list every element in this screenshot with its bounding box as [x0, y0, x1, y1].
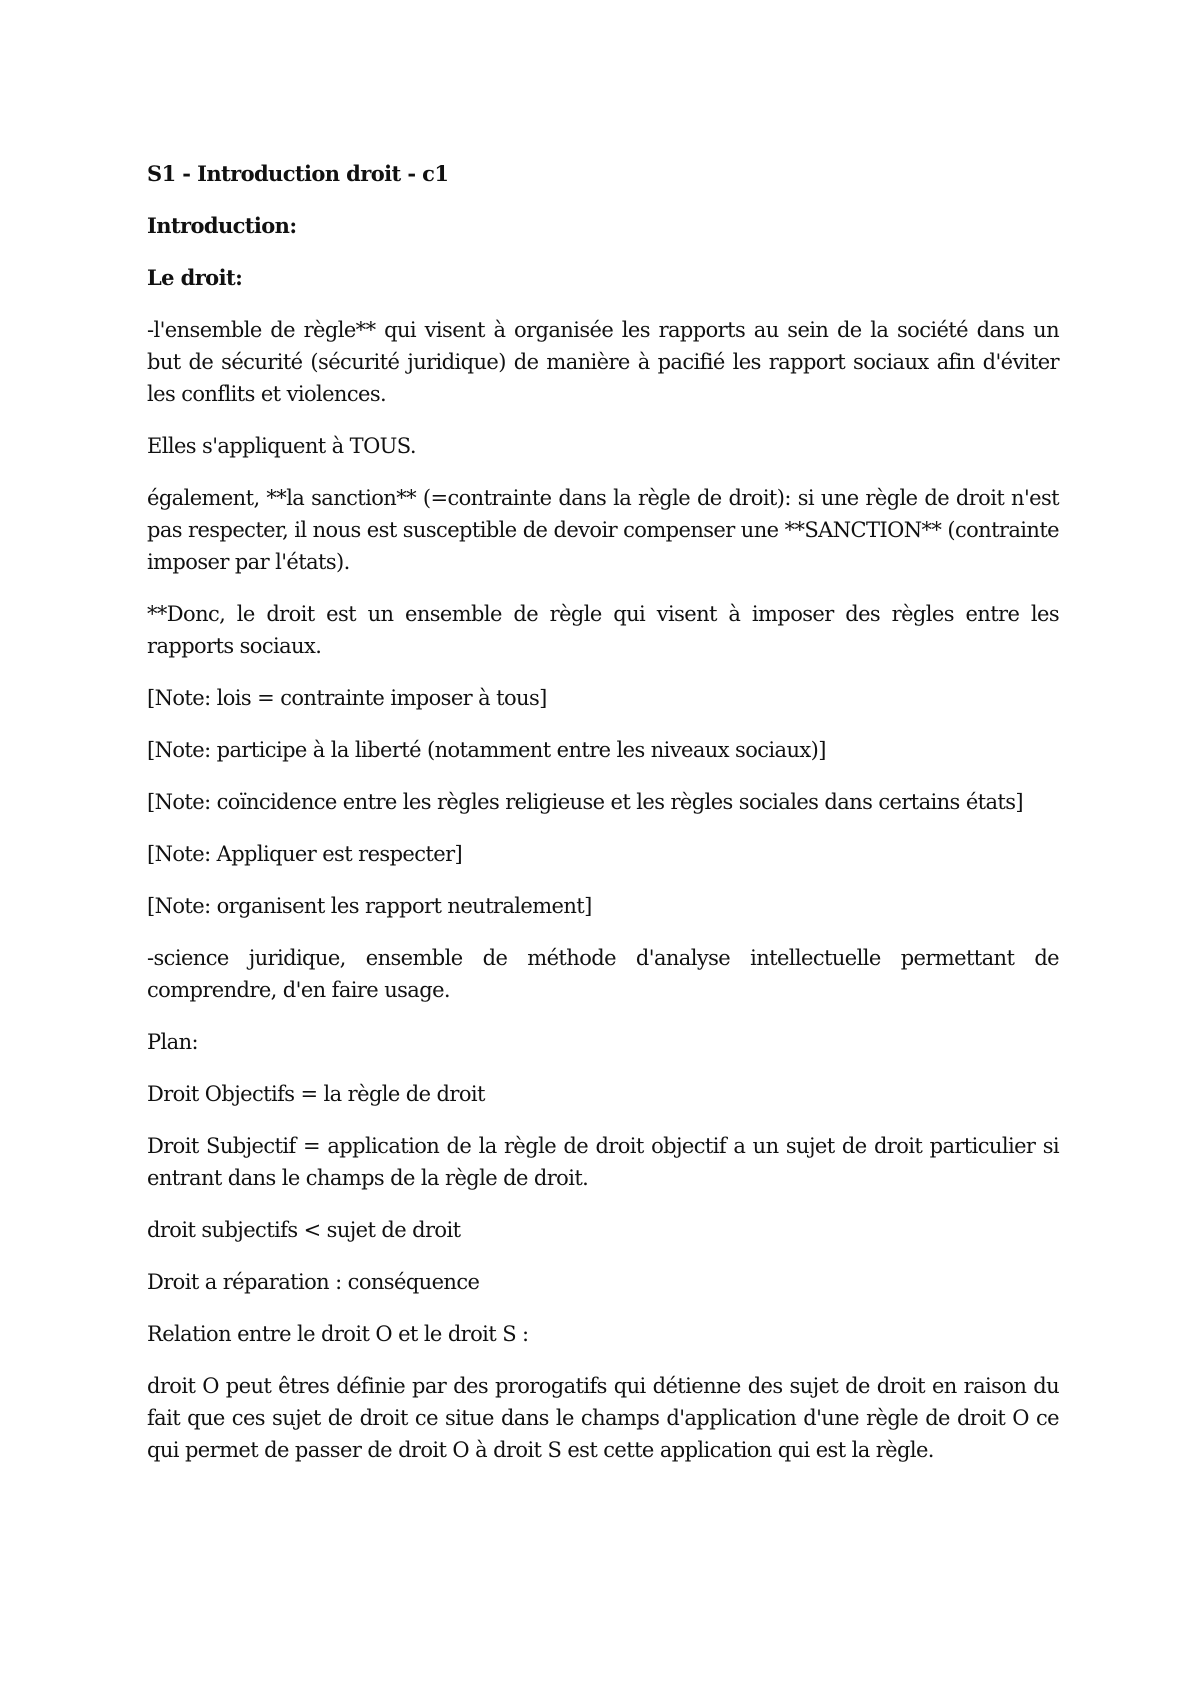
- note-coincidence: [Note: coïncidence entre les règles religieuse et les règles sociales dans certains états]: [147, 790, 1024, 814]
- paragraph-tous: Elles s'appliquent à TOUS.: [147, 434, 416, 458]
- paragraph-droit-subjectif: Droit Subjectif = application de la règle de droit objectif a un sujet de droit particulier si entrant dans le champs de la règle de droit.: [147, 1134, 1059, 1190]
- paragraph-droit-o-definition: droit O peut êtres définie par des prorogatifs qui détienne des sujet de droit en raison du fait que ces sujet de droit ce situe dans le champs d'application d'une règle de droit O ce qui permet de passer de droit O à droit S est cette application qui est la règle.: [147, 1374, 1059, 1462]
- heading-le-droit: Le droit:: [147, 265, 243, 290]
- paragraph-sanction: également, **la sanction** (=contrainte dans la règle de droit): si une règle de droit n'est pas respecter, il nous est susceptible de devoir compenser une **SANCTION** (contrainte imposer par l'états).: [147, 486, 1059, 574]
- paragraph-droit-objectifs: Droit Objectifs = la règle de droit: [147, 1082, 485, 1106]
- note-liberte: [Note: participe à la liberté (notamment entre les niveaux sociaux)]: [147, 738, 826, 762]
- paragraph-droit-subjectifs-sujet: droit subjectifs < sujet de droit: [147, 1218, 461, 1242]
- paragraph-relation: Relation entre le droit O et le droit S :: [147, 1322, 529, 1346]
- paragraph-donc: **Donc, le droit est un ensemble de règle qui visent à imposer des règles entre les rapports sociaux.: [147, 602, 1059, 658]
- note-organisent: [Note: organisent les rapport neutralement]: [147, 894, 592, 918]
- document-title: S1 - Introduction droit - c1: [147, 161, 449, 186]
- heading-introduction: Introduction:: [147, 213, 297, 238]
- paragraph-droit-reparation: Droit a réparation : conséquence: [147, 1270, 480, 1294]
- paragraph-definition: -l'ensemble de règle** qui visent à organisée les rapports au sein de la société dans un but de sécurité (sécurité juridique) de manière à pacifié les rapport sociaux afin d'éviter les conflits et violences.: [147, 318, 1059, 406]
- note-lois: [Note: lois = contrainte imposer à tous]: [147, 686, 547, 710]
- note-appliquer: [Note: Appliquer est respecter]: [147, 842, 463, 866]
- paragraph-science-juridique: -science juridique, ensemble de méthode d'analyse intellectuelle permettant de comprendre, d'en faire usage.: [147, 946, 1059, 1002]
- document-page: [147, 158, 1059, 1486]
- paragraph-plan: Plan:: [147, 1030, 198, 1054]
